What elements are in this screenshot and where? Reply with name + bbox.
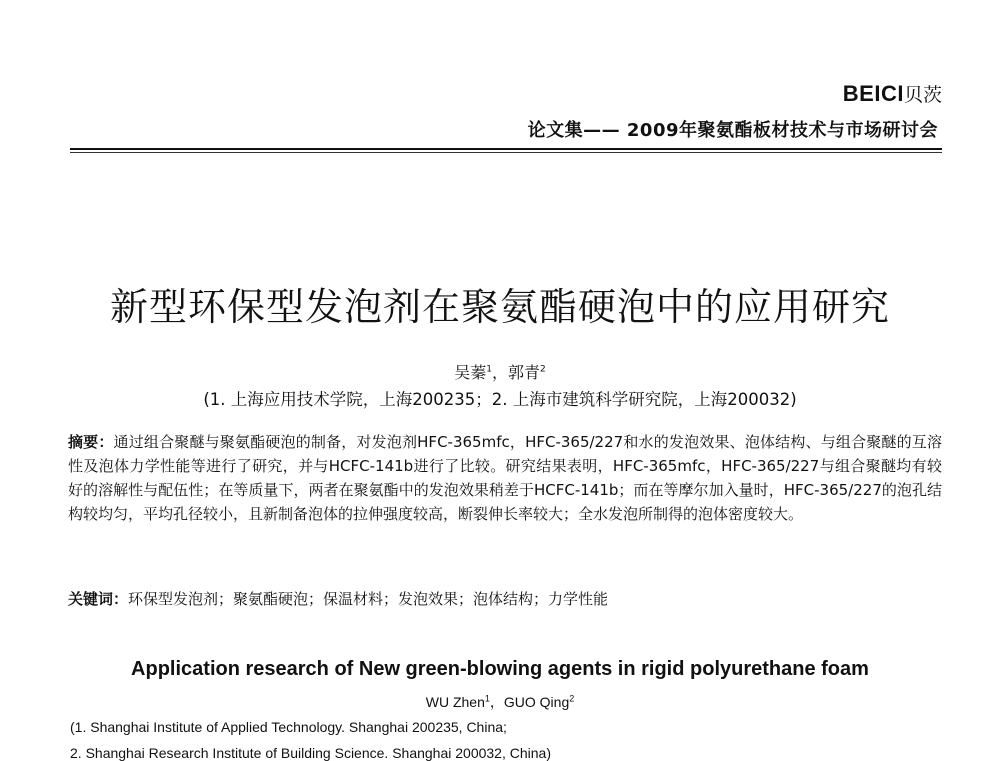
affiliation-en: 2. Shanghai Research Institute of Building Science. Shanghai 200032, China) — [70, 745, 551, 761]
author-name: WU Zhen — [425, 694, 485, 710]
author-affil-mark: 1 — [484, 693, 490, 704]
brand-logo-en: BEICI — [842, 81, 904, 106]
abstract-label: 摘要： — [68, 433, 114, 451]
author-name: 吴蓁 — [454, 363, 487, 382]
author-affil-mark: 1 — [486, 364, 492, 375]
abstract-cn — [68, 430, 942, 526]
author-affil-mark: 2 — [569, 693, 575, 704]
keywords-text: 环保型发泡剂；聚氨酯硬泡；保温材料；发泡效果；泡体结构；力学性能 — [128, 590, 609, 608]
paper-title-en: Application research of New green-blowing agents in rigid polyurethane foam — [131, 658, 869, 680]
author-name: 郭青 — [508, 363, 541, 382]
affiliation-en: (1. Shanghai Institute of Applied Technology. Shanghai 200235, China; — [70, 719, 507, 735]
keywords-cn — [68, 587, 942, 611]
keywords-label: 关键词： — [68, 590, 129, 608]
author-separator: ， — [489, 694, 504, 710]
paper-title-cn: 新型环保型发泡剂在聚氨酯硬泡中的应用研究 — [109, 285, 890, 329]
affiliations-cn: (1. 上海应用技术学院，上海200235；2. 上海市建筑科学研究院，上海200032) — [203, 390, 797, 409]
header-divider-thin — [70, 152, 942, 153]
authors-en — [0, 692, 1000, 712]
journal-brand — [843, 80, 942, 107]
authors-cn — [0, 360, 1000, 383]
brand-logo-cn: 贝茨 — [903, 84, 942, 106]
author-separator: ， — [491, 363, 508, 382]
author-name: GUO Qing — [503, 694, 570, 710]
author-affil-mark: 2 — [540, 364, 546, 375]
proceedings-title: 论文集—— 2009年聚氨酯板材技术与市场研讨会 — [527, 120, 938, 141]
abstract-text: 通过组合聚醚与聚氨酯硬泡的制备，对发泡剂HFC-365mfc，HFC-365/227和水的发泡效果、泡体结构、与组合聚醚的互溶性及泡体力学性能等进行了研究，并与HCFC-141b进行了比较。研究结果表明，HFC-365mfc，HFC-365/227与组合聚醚均有较好的溶解性与配伍性；在等质量下，两者在聚氨酯中的发泡效果稍差于HCFC-141b；而在等摩尔加入量时，HFC-365/227的泡孔结构较均匀，平均孔径较小，且新制备泡体的拉伸强度较高，断裂伸长率较大；全水发泡所制得的泡体密度较大。 — [68, 433, 942, 523]
header-divider — [70, 148, 942, 150]
